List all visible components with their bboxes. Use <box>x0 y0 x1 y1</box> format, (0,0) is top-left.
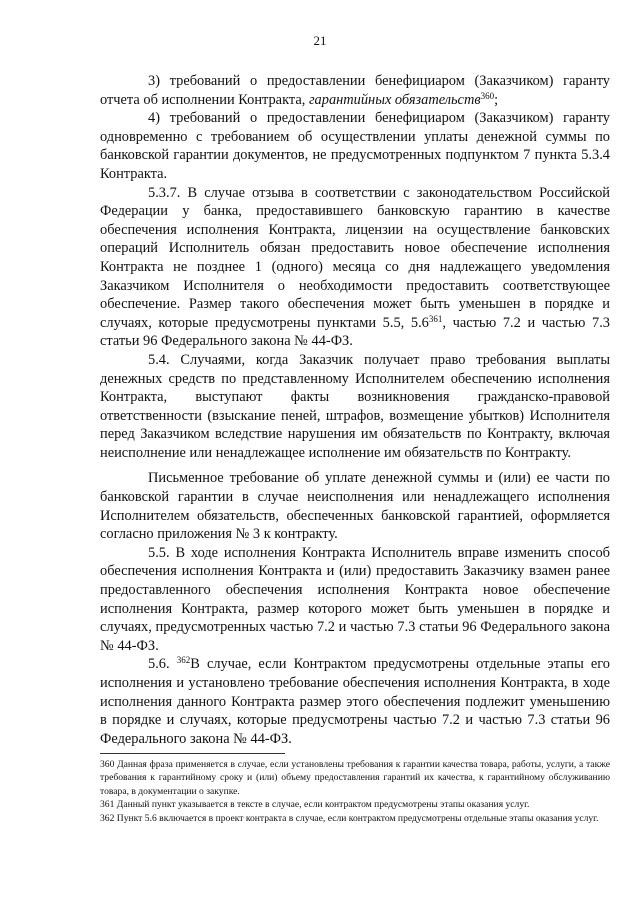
footnotes <box>100 758 610 825</box>
paragraph-5-4: 5.4. Случаями, когда Заказчик получает право требования выплаты денежных средств по представленному Исполнителем обеспечению исполнения Контракта, выступают факты возникновения гражданско-правовой ответственности (взыскание пеней, штрафов, возмещение убытков) Исполнителя перед Заказчиком вследствие нарушения им обязательств по Контракту, включая неисполнение или ненадлежащее исполнение им обязательств по Контракту. <box>100 351 610 461</box>
footnote-separator <box>100 753 285 754</box>
footnote-ref-362: 362 <box>176 655 191 666</box>
paragraph-5-6: 5.6. $^{362}$В случае, если Контрактом предусмотрены отдельные этапы его исполнения и установлено требование обеспечения исполнения Контракта, в ходе исполнения данного Контракта размер этого обеспечения подлежит уменьшению в порядке и случаях, которые предусмотрены частью 7.2 и частью 7.3 статьи 96 Федерального закона № 44-ФЗ. <box>100 655 610 747</box>
document-body <box>100 72 610 748</box>
footnote-ref-360: 360 <box>480 90 495 101</box>
footnote-ref-361: 361 <box>428 313 443 324</box>
footnote-360: 360 Данная фраза применяется в случае, если установлены требования к гарантии качества товара, работы, услуги, а также требования к гарантийному сроку и (или) объему предоставления гарантий их качества, к гарантийному обслуживанию товара, в документации о закупке. <box>100 759 610 797</box>
footnote-361: 361 Данный пункт указывается в тексте в случае, если контрактом предусмотрены этапы оказания услуг. <box>100 799 530 811</box>
paragraph-guarantee-req-4: 4) требований о предоставлении бенефициаром (Заказчиком) гаранту одновременно с требованием об осуществлении уплаты денежной суммы по банковской гарантии документов, не предусмотренных подпунктом 7 пункта 5.3.4 Контракта. <box>100 110 610 182</box>
paragraph-written-demand: Письменное требование об уплате денежной суммы и (или) ее части по банковской гарантии в случае неисполнения или ненадлежащего исполнения Исполнителем обязательств, обеспеченных банковской гарантией, оформляется согласно приложения № 3 к контракту. <box>100 470 610 543</box>
paragraph-guarantee-req-3: 3) требований о предоставлении бенефициаром (Заказчиком) гаранту отчета об исполнении Контракта, гарантийных обязательств$^{360}$; <box>100 73 610 108</box>
page-number: 21 <box>313 33 327 48</box>
paragraph-5-5: 5.5. В ходе исполнения Контракта Исполнитель вправе изменить способ обеспечения исполнения Контракта и (или) предоставить Заказчику взамен ранее предоставленного обеспечения исполнения Контракта новое обеспечение исполнения Контракта, размер которого может быть уменьшен в порядке и случаях, предусмотренных частью 7.2 и частью 7.3 статьи 96 Федерального закона № 44-ФЗ. <box>100 544 610 654</box>
paragraph-5-3-7: 5.3.7. В случае отзыва в соответствии с законодательством Российской Федерации у банка, предоставившего банковскую гарантию в качестве обеспечения исполнения Контракта, лицензии на осуществление банковских операций Исполнитель обязан предоставить новое обеспечение исполнения Контракта не позднее 1 (одного) месяца со дня надлежащего уведомления Заказчиком Исполнителя о необходимости предоставить соответствующее обеспечение. Размер такого обеспечения может быть уменьшен в порядке и случаях, которые предусмотрены пунктами 5.5, $5.6^{361}$, частью 7.2 и частью 7.3 статьи 96 Федерального закона № 44-ФЗ. <box>100 184 611 350</box>
footnote-362: 362 Пункт 5.6 включается в проект контракта в случае, если контрактом предусмотрены отдельные этапы оказания услуг. <box>100 812 599 824</box>
